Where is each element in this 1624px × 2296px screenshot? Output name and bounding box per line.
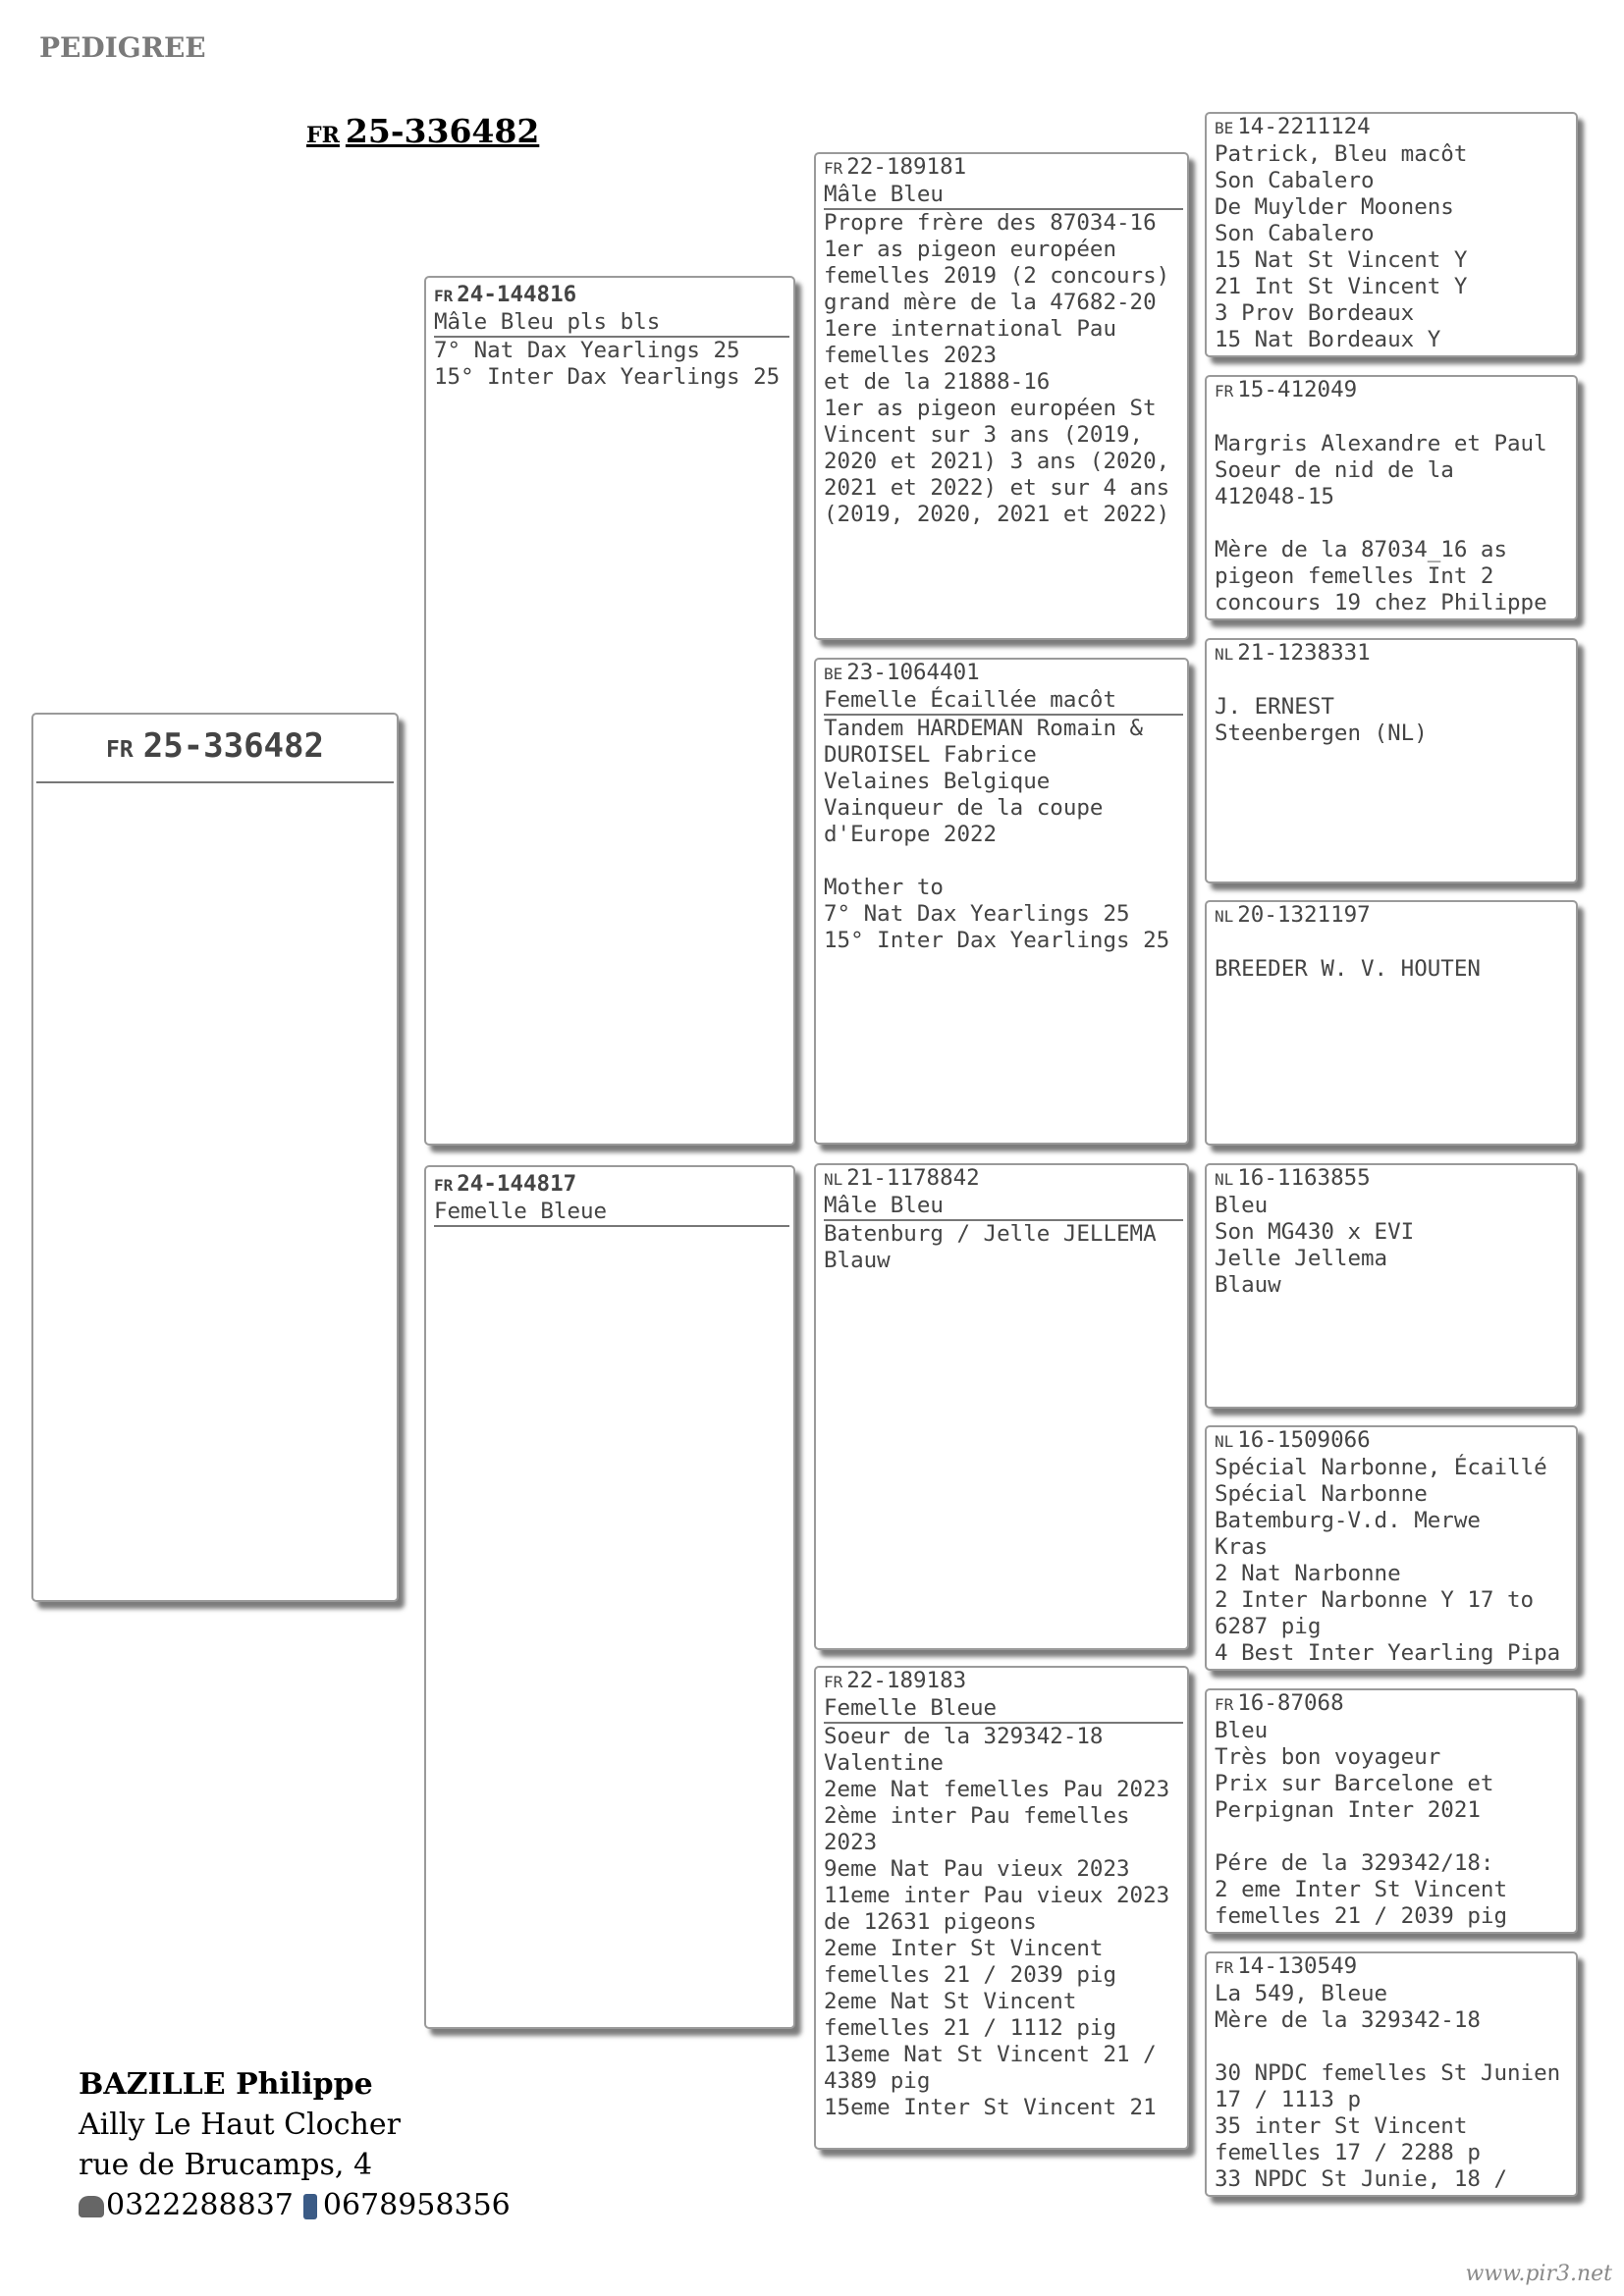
pedigree-title <box>306 112 539 150</box>
info-line: 412048-15 <box>1215 484 1334 509</box>
info-line: 2 Inter Narbonne Y 17 to <box>1215 1587 1535 1613</box>
bird-description: Femelle Bleue <box>824 1695 1183 1724</box>
info-line: 2021 et 2022) et sur 4 ans <box>824 475 1170 501</box>
info-line: Jelle Jellema <box>1215 1246 1388 1271</box>
country-code: FR <box>1215 382 1234 400</box>
great-grandparent-box <box>1205 900 1578 1146</box>
grandsire-paternal-box <box>814 152 1189 640</box>
info-line: 15eme Inter St Vincent 21 <box>824 2095 1157 2120</box>
info-line: Batemburg-V.d. Merwe <box>1215 1508 1481 1533</box>
ring-id: 14-130549 <box>1237 1953 1358 1979</box>
info-line: BREEDER W. V. HOUTEN <box>1215 956 1481 982</box>
ring-number: 25-336482 <box>345 112 540 150</box>
info-line: 35 inter St Vincent <box>1215 2113 1468 2139</box>
ring-id: 21-1178842 <box>846 1165 980 1191</box>
info-line: 17 / 1113 p <box>1215 2087 1362 2112</box>
bird-description: Femelle Écaillée macôt <box>824 687 1183 716</box>
info-line: 1er as pigeon européen <box>824 237 1117 262</box>
info-line: 2 Nat Narbonne <box>1215 1561 1401 1586</box>
country-code: FR <box>434 287 454 305</box>
info-line: La 549, Bleue <box>1215 1981 1388 2006</box>
info-line: Son MG430 x EVI <box>1215 1219 1415 1245</box>
ring-id: 16-1163855 <box>1237 1165 1371 1191</box>
info-line: Steenbergen (NL) <box>1215 721 1428 746</box>
ring-id: 23-1064401 <box>846 660 980 685</box>
country-code: FR <box>1215 1958 1234 1977</box>
info-line: femelles 21 / 1112 pig <box>824 2015 1117 2041</box>
sire-box <box>424 276 795 1146</box>
info-line: Son Cabalero <box>1215 168 1375 193</box>
ring-id: 15-412049 <box>1237 377 1358 402</box>
ring-id: 21-1238331 <box>1237 640 1371 666</box>
ring-number <box>1215 1427 1572 1455</box>
owner-street: rue de Brucamps, 4 <box>79 2148 373 2182</box>
country-code: NL <box>1215 1170 1234 1189</box>
bird-description: Mâle Bleu <box>824 1193 1183 1221</box>
subject-ring <box>36 715 394 783</box>
mobile-phone-icon <box>303 2194 317 2219</box>
info-line: de 12631 pigeons <box>824 1909 1037 1935</box>
owner-info <box>79 2064 511 2225</box>
owner-phones <box>79 2185 511 2225</box>
info-line: et de la 21888-16 <box>824 369 1051 395</box>
info-line: Blauw <box>824 1248 891 1273</box>
info-line: Mother to <box>824 875 944 900</box>
info-line: Soeur de nid de la <box>1215 457 1454 483</box>
info-line: 7° Nat Dax Yearlings 25 <box>434 338 740 363</box>
info-line: concours 19 chez Philippe <box>1215 590 1547 615</box>
telephone-icon <box>79 2196 104 2217</box>
great-grandparent-box <box>1205 638 1578 883</box>
page-header: PEDIGREE <box>39 31 206 64</box>
ring-number <box>1215 1953 1572 1981</box>
country-code: NL <box>1215 1432 1234 1451</box>
info-line: 4 Best Inter Yearling Pipa <box>1215 1640 1561 1666</box>
granddam-maternal-box <box>814 1666 1189 2150</box>
info-line: 13eme Nat St Vincent 21 / <box>824 2042 1157 2067</box>
info-line: De Muylder Moonens <box>1215 194 1454 220</box>
great-grandparent-box <box>1205 1425 1578 1671</box>
info-line: Spécial Narbonne <box>1215 1481 1428 1507</box>
info-line: Perpignan Inter 2021 <box>1215 1797 1481 1823</box>
ring-number <box>824 1668 1183 1695</box>
owner-name: BAZILLE Philippe <box>79 2067 373 2102</box>
info-line: femelles 2023 <box>824 343 998 368</box>
info-line: Propre frère des 87034-16 <box>824 210 1157 236</box>
website-link[interactable]: www.pir3.net <box>1465 2262 1612 2286</box>
ring-number <box>1215 902 1572 930</box>
great-grandparent-box <box>1205 1951 1578 2197</box>
info-line <box>1215 930 1572 956</box>
info-line: 2 eme Inter St Vincent <box>1215 1877 1508 1902</box>
ring-number <box>1215 114 1572 141</box>
info-line: Blauw <box>1215 1272 1281 1298</box>
info-line: Très bon voyageur <box>1215 1744 1441 1770</box>
info-line: DUROISEL Fabrice <box>824 742 1037 768</box>
ring-id: 20-1321197 <box>1237 902 1371 928</box>
info-line: Pére de la 329342/18: <box>1215 1850 1494 1876</box>
info-line: Mère de la 329342-18 <box>1215 2007 1481 2033</box>
ring-number <box>1215 1165 1572 1193</box>
ring-id: 24-144817 <box>457 1171 577 1197</box>
info-line: Bleu <box>1215 1718 1269 1743</box>
ring-id: 24-144816 <box>457 282 577 307</box>
info-line: 6287 pig <box>1215 1614 1322 1639</box>
info-line: 2eme Nat femelles Pau 2023 <box>824 1777 1170 1802</box>
info-line <box>1215 1824 1572 1850</box>
info-line <box>824 848 1183 875</box>
ring-id: 14-2211124 <box>1237 114 1371 139</box>
subject-box <box>31 713 399 1602</box>
ring-number <box>434 282 789 309</box>
info-line: Batenburg / Jelle JELLEMA <box>824 1221 1157 1247</box>
info-line: Patrick, Bleu macôt <box>1215 141 1468 167</box>
info-line: Velaines Belgique <box>824 769 1051 794</box>
info-line: Vainqueur de la coupe <box>824 795 1104 821</box>
grandsire-maternal-box <box>814 1163 1189 1650</box>
ring-id: 22-189181 <box>846 154 967 180</box>
info-line: 1ere international Pau <box>824 316 1117 342</box>
granddam-paternal-box <box>814 658 1189 1145</box>
info-line: femelles 21 / 2039 pig <box>824 1962 1117 1988</box>
bird-description: Mâle Bleu pls bls <box>434 309 789 338</box>
ring-id: 16-1509066 <box>1237 1427 1371 1453</box>
info-line: pigeon femelles Int 2 <box>1215 563 1494 589</box>
info-line: 2020 et 2021) 3 ans (2020, <box>824 449 1170 474</box>
info-line: Spécial Narbonne, Écaillé <box>1215 1455 1547 1480</box>
owner-city: Ailly Le Haut Clocher <box>79 2108 401 2142</box>
ring-number <box>434 1171 789 1199</box>
info-line: 15° Inter Dax Yearlings 25 <box>824 928 1170 953</box>
great-grandparent-box <box>1205 1688 1578 1934</box>
country-code: FR <box>106 737 134 763</box>
bird-description: Mâle Bleu <box>824 182 1183 210</box>
info-line: 2ème inter Pau femelles <box>824 1803 1130 1829</box>
info-line: Kras <box>1215 1534 1269 1560</box>
info-line: 15 Nat St Vincent Y <box>1215 247 1468 273</box>
info-line <box>1215 667 1572 694</box>
ring-number <box>824 660 1183 687</box>
info-line: femelles 21 / 2039 pig <box>1215 1903 1508 1929</box>
great-grandparent-box <box>1205 375 1578 620</box>
info-line: 2023 <box>824 1830 878 1855</box>
info-line: Vincent sur 3 ans (2019, <box>824 422 1144 448</box>
ring-number <box>824 154 1183 182</box>
ring-number <box>1215 377 1572 404</box>
info-line: femelles 17 / 2288 p <box>1215 2140 1481 2165</box>
great-grandparent-box <box>1205 112 1578 357</box>
info-line: Margris Alexandre et Paul <box>1215 431 1547 456</box>
ring-number <box>1215 1690 1572 1718</box>
info-line: 9eme Nat Pau vieux 2023 <box>824 1856 1130 1882</box>
info-line <box>1215 2034 1572 2060</box>
country-code: BE <box>824 665 843 683</box>
info-line: femelles 2019 (2 concours) <box>824 263 1170 289</box>
info-line: 15° Inter Dax Yearlings 25 <box>434 364 781 390</box>
country-code: NL <box>1215 907 1234 926</box>
info-line: Soeur de la 329342-18 <box>824 1724 1104 1749</box>
ring-number: 25-336482 <box>142 726 324 766</box>
info-line: Valentine <box>824 1750 944 1776</box>
info-line: Prix sur Barcelone et <box>1215 1771 1494 1796</box>
info-line: 7° Nat Dax Yearlings 25 <box>824 901 1130 927</box>
ring-number <box>824 1165 1183 1193</box>
info-line: Tandem HARDEMAN Romain & <box>824 716 1144 741</box>
country-code: NL <box>824 1170 843 1189</box>
country-code: FR <box>1215 1695 1234 1714</box>
country-code: BE <box>1215 119 1234 137</box>
info-line: Son Cabalero <box>1215 221 1375 246</box>
country-code: FR <box>306 123 340 148</box>
info-line: 11eme inter Pau vieux 2023 <box>824 1883 1170 1908</box>
info-line: 4389 pig <box>824 2068 931 2094</box>
info-line: Mère de la 87034_16 as <box>1215 537 1508 562</box>
ring-id: 22-189183 <box>846 1668 967 1693</box>
owner-mobile: 0678958356 <box>322 2188 511 2222</box>
info-line: 33 NPDC St Junie, 18 / <box>1215 2166 1508 2192</box>
info-line: 30 NPDC femelles St Junien <box>1215 2060 1561 2086</box>
info-line: 2eme Nat St Vincent <box>824 1989 1077 2014</box>
ring-number <box>1215 640 1572 667</box>
info-line: Bleu <box>1215 1193 1269 1218</box>
country-code: FR <box>824 159 843 178</box>
info-line: 21 Int St Vincent Y <box>1215 274 1468 299</box>
info-line: 1er as pigeon européen St <box>824 396 1157 421</box>
ring-id: 16-87068 <box>1237 1690 1344 1716</box>
great-grandparent-box <box>1205 1163 1578 1409</box>
country-code: FR <box>434 1176 454 1195</box>
country-code: NL <box>1215 645 1234 664</box>
bird-description: Femelle Bleue <box>434 1199 789 1227</box>
info-line: 2eme Inter St Vincent <box>824 1936 1104 1961</box>
info-line: 3 Prov Bordeaux <box>1215 300 1415 326</box>
info-line: grand mère de la 47682-20 <box>824 290 1157 315</box>
info-line: 15 Nat Bordeaux Y <box>1215 327 1441 352</box>
info-line: d'Europe 2022 <box>824 822 998 847</box>
country-code: FR <box>824 1673 843 1691</box>
info-line: (2019, 2020, 2021 et 2022) <box>824 502 1170 527</box>
info-line <box>1215 510 1572 537</box>
info-line <box>1215 404 1572 431</box>
info-line: J. ERNEST <box>1215 694 1334 720</box>
owner-phone: 0322288837 <box>106 2188 294 2222</box>
dam-box <box>424 1165 795 2029</box>
